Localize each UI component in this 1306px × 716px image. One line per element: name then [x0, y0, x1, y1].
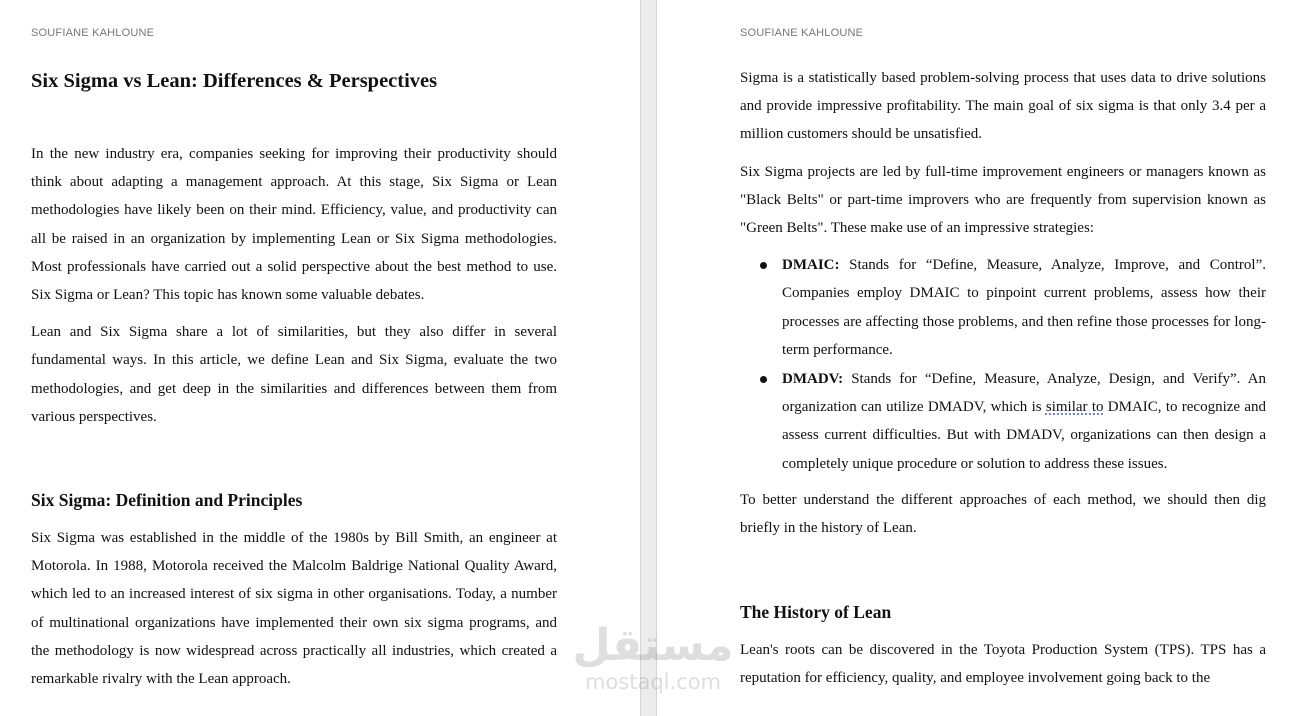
document-page-left [0, 0, 640, 716]
document-page-right [657, 0, 1306, 716]
list-item-term: DMAIC: [782, 257, 840, 274]
page-content [31, 66, 557, 702]
list-item-term: DMADV: [782, 371, 844, 388]
paragraph[interactable]: Lean and Six Sigma share a lot of similarities, but they also differ in several fundamental ways. In this article, we define Lean and Six Sigma, evaluate the two methodologies, and get deep in the similarities and differences between them from various perspectives. [31, 324, 557, 425]
watermark-latin: mostaql.com [584, 670, 722, 694]
list-item-text: Stands for “Define, Measure, Analyze, Improve, and Control”. Companies employ DMAIC to pinpoint current problems, assess how their processes are affecting those problems, and then refine those processes for long-term performance. [782, 257, 1266, 358]
list-item[interactable] [782, 251, 1266, 364]
bullet-icon [760, 376, 767, 383]
page-header: SOUFIANE KAHLOUNE [31, 27, 155, 39]
section-heading[interactable]: The History of Lean [740, 602, 892, 623]
bullet-icon [760, 262, 767, 269]
paragraph[interactable]: To better understand the different approaches of each method, we should then dig briefly in the history of Lean. [740, 491, 1266, 537]
paragraph[interactable]: Sigma is a statistically based problem-solving process that uses data to drive solutions and provide impressive profitability. The main goal of six sigma is that only 3.4 per a million customers should be unsatisfied. [740, 70, 1266, 143]
bullet-list [740, 251, 1266, 478]
paragraph[interactable]: Lean's roots can be discovered in the Toyota Production System (TPS). TPS has a reputation for efficiency, quality, and employee involvement going back to the [740, 642, 1266, 687]
paragraph[interactable]: Six Sigma projects are led by full-time improvement engineers or managers known as "Black Belts" or part-time improvers who are frequently from supervision known as "Green Belts". These make use of an impressive strategies: [740, 163, 1266, 237]
blank-line [740, 551, 1266, 599]
list-item-text: Stands for “Define, Measure, Analyze, Design, and Verify”. An organization can utilize DMADV, which is [782, 371, 1266, 416]
list-item-text: DMAIC, to recognize and assess current difficulties. But with DMADV, organizations can then design a completely unique procedure or solution to address these issues. [782, 399, 1267, 472]
section-heading[interactable]: Six Sigma: Definition and Principles [31, 490, 303, 511]
watermark-arabic: مستقل [572, 620, 734, 671]
document-title[interactable]: Six Sigma vs Lean: Differences & Perspectives [31, 70, 438, 92]
list-item[interactable] [782, 365, 1266, 478]
blank-line [31, 440, 557, 487]
paragraph[interactable]: Six Sigma was established in the middle of the 1980s by Bill Smith, an engineer at Motorola. In 1988, Motorola received the Malcolm Baldrige National Quality Award, which led to an increased interest of six sigma in other organisations. Today, a number of multinational organizations have implemented their own six sigma programs, and the methodology is now widespread across practically all industries, which created a remarkable rivalry with the Lean approach. [31, 530, 557, 688]
page-gap [640, 0, 657, 716]
grammar-flagged-text[interactable]: similar to [1045, 399, 1104, 416]
paragraph[interactable]: In the new industry era, companies seeking for improving their productivity should think about adapting a management approach. At this stage, Six Sigma or Lean methodologies have likely been on their mind. Efficiency, value, and productivity can all be raised in an organization by implementing Lean or Six Sigma methodologies. Most professionals have carried out a solid perspective about the best method to use. Six Sigma or Lean? This topic has known some valuable debates. [31, 146, 557, 304]
page-content [740, 64, 1266, 702]
page-header: SOUFIANE KAHLOUNE [740, 27, 864, 39]
